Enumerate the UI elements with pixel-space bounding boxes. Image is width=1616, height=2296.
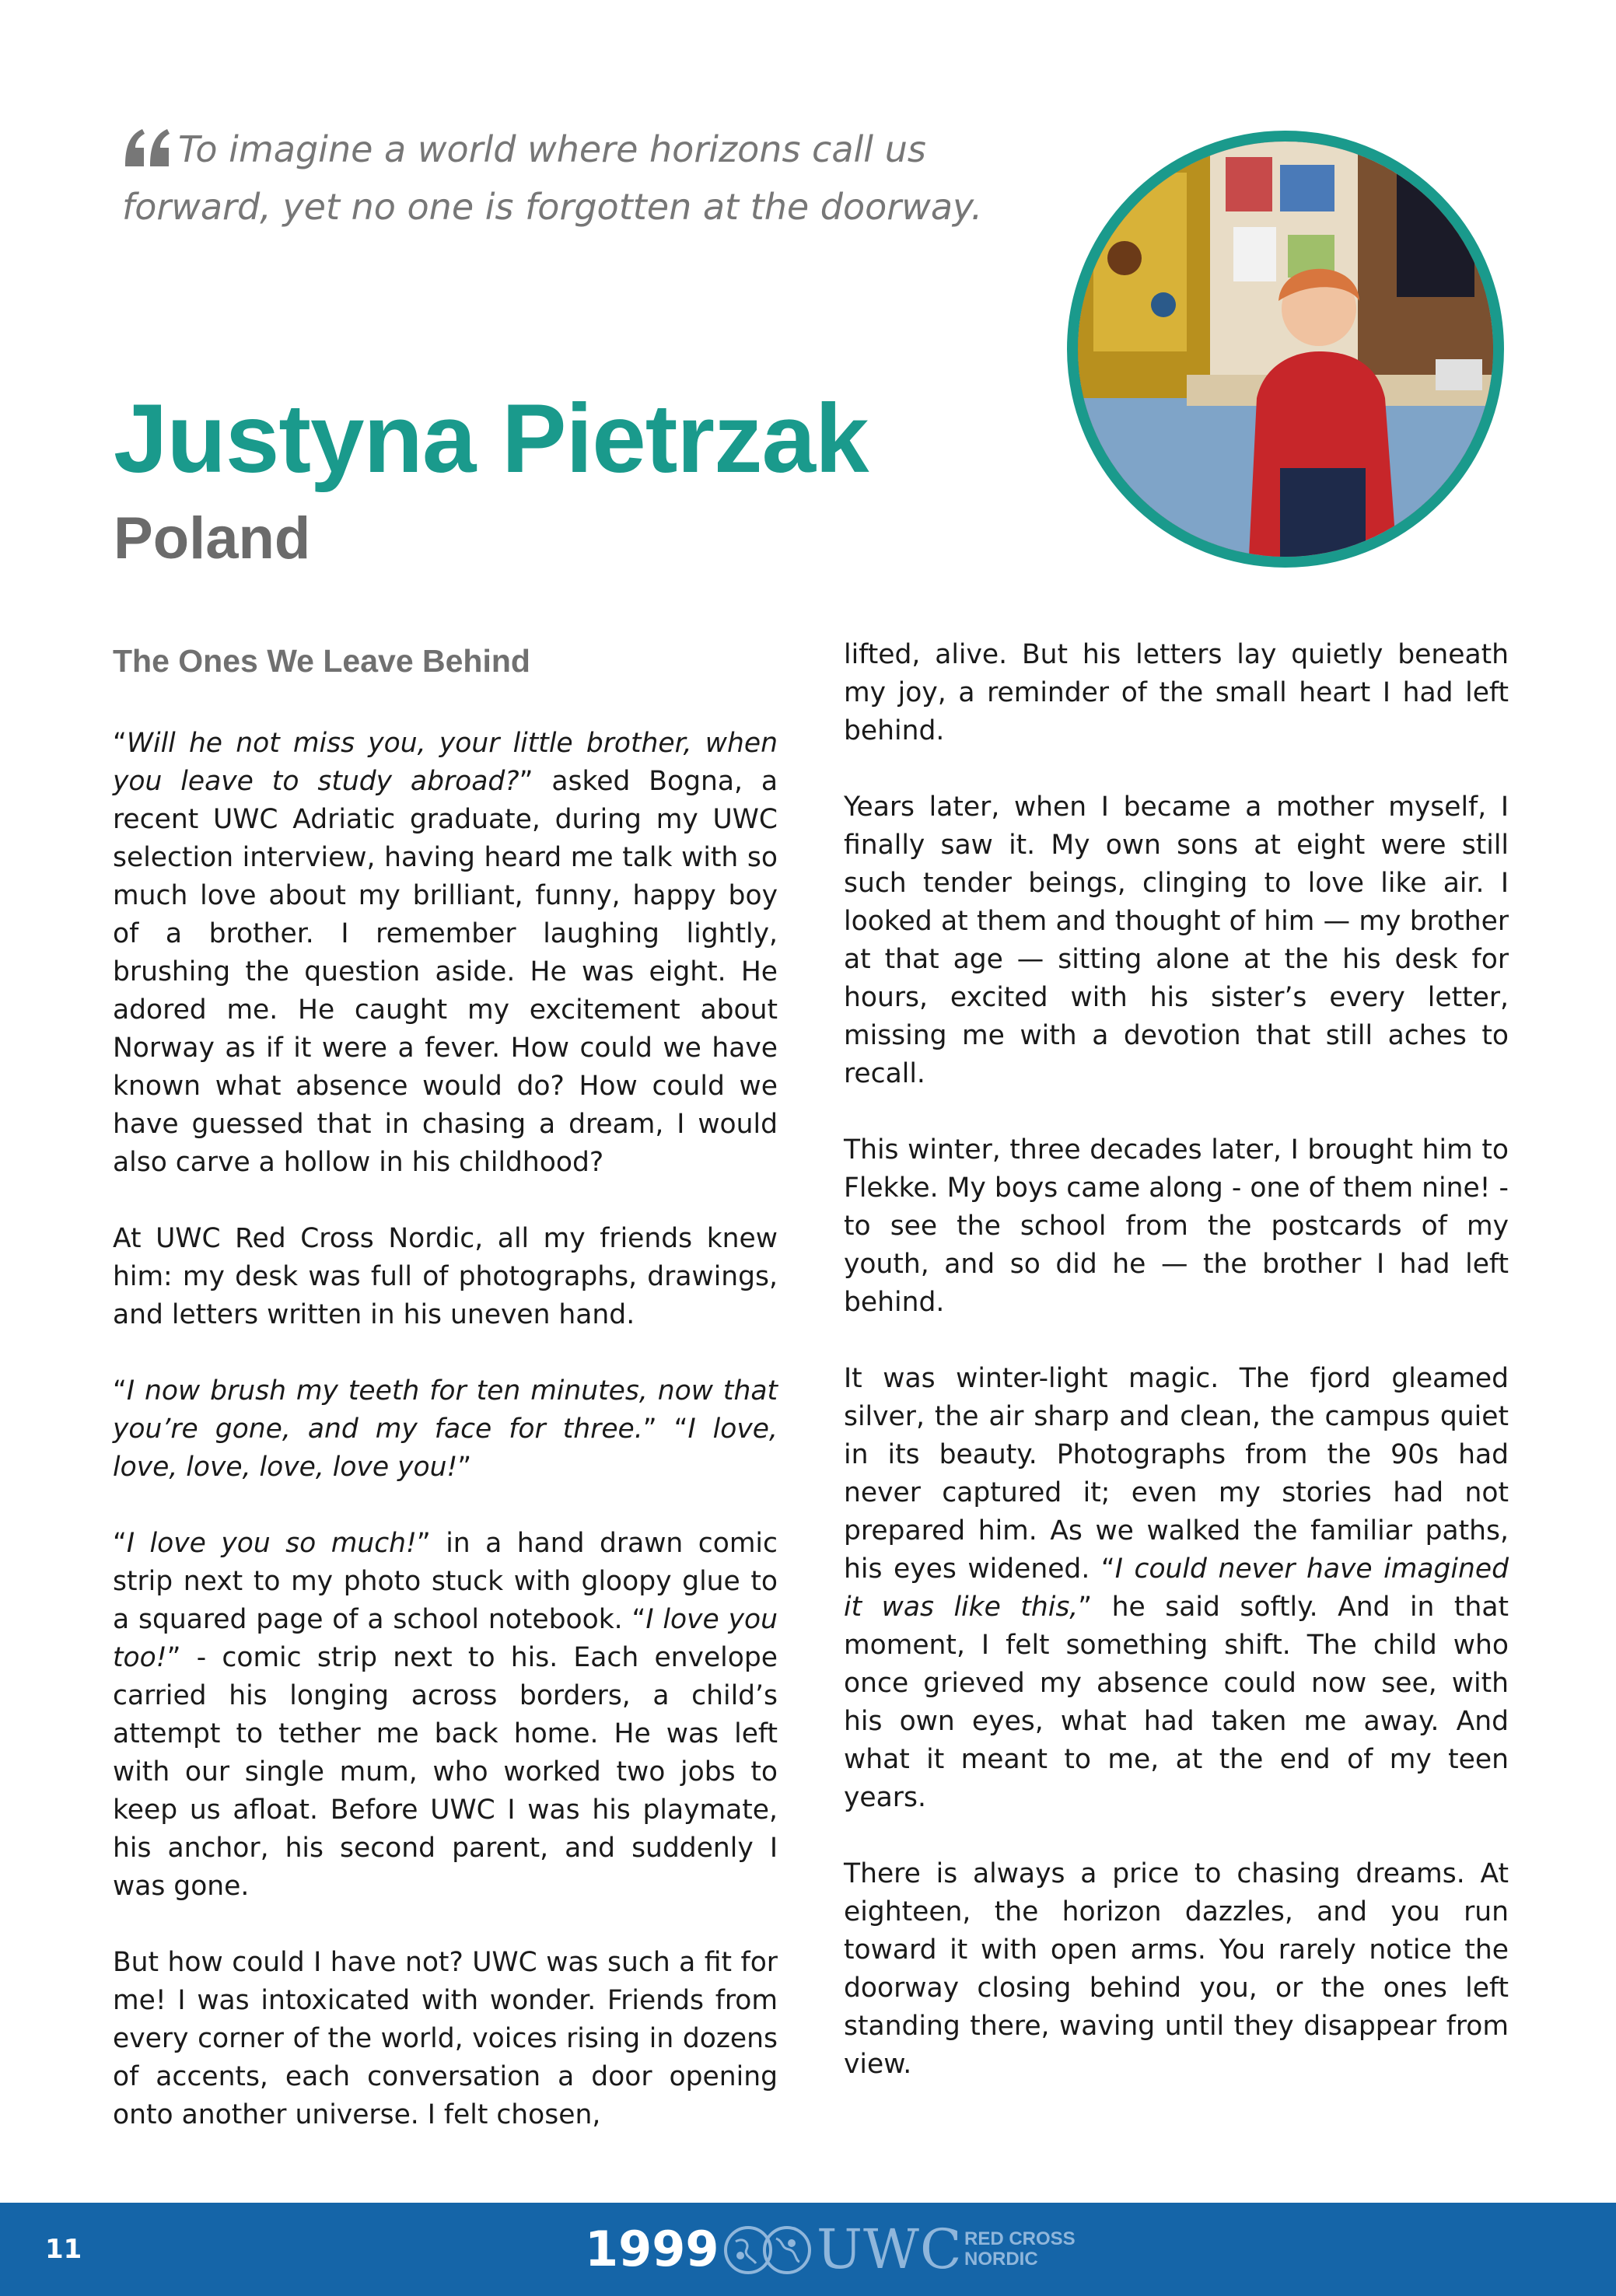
paragraph: “I now brush my teeth for ten minutes, now that you’re gone, and my face for three.” “I love, love, love, love, love you!”: [113, 1375, 778, 1483]
pull-quote: [122, 123, 1055, 233]
quote-mark-icon: [122, 128, 172, 180]
page-number: 11: [45, 2234, 82, 2265]
article-column-right: [844, 636, 1509, 2084]
portrait-photo: [1067, 131, 1504, 568]
page-footer: [0, 2203, 1616, 2296]
paragraph: It was winter-light magic. The fjord gleamed silver, the air sharp and clean, the campus quiet in its beauty. Photographs from the 90s had never captured it; even my stories had not prepared him. As we walked the familiar paths, his eyes widened. “I could never have imagined it was like this,” he said softly. And in that moment, I felt something shift. The child who once grieved my absence could now see, with his own eyes, what had taken me away. And what it meant to me, at the end of my teen years.: [844, 1363, 1509, 1813]
quote-text: To imagine a world where horizons call us forward, yet no one is forgotten at the doorway.: [122, 128, 983, 228]
footer-year: 1999: [585, 2221, 719, 2277]
person-name: Justyna Pietrzak: [114, 385, 869, 493]
globes-icon: [722, 2224, 813, 2279]
uwc-logo-subtitle: RED CROSS NORDIC: [964, 2228, 1076, 2270]
uwc-logo-text: UWC: [817, 2217, 963, 2281]
paragraph: This winter, three decades later, I brought him to Flekke. My boys came along - one of them nine! - to see the school from the postcards of my youth, and so did he — the brother I had left behind.: [844, 1134, 1509, 1318]
article-column-left: [113, 636, 778, 2134]
paragraph: But how could I have not? UWC was such a fit for me! I was intoxicated with wonder. Friends from every corner of the world, voices rising in dozens of accents, each conversation a door opening onto another universe. I felt chosen,: [113, 1947, 778, 2130]
paragraph: Years later, when I became a mother myself, I finally saw it. My own sons at eight were still such tender beings, clinging to love like air. I looked at them and thought of him — my brother at that age — sitting alone at the his desk for hours, excited with his sister’s every letter, missing me with a devotion that still aches to recall.: [844, 792, 1509, 1089]
article-heading: The Ones We Leave Behind: [113, 643, 530, 679]
paragraph: lifted, alive. But his letters lay quietly beneath my joy, a reminder of the small heart I had left behind.: [844, 639, 1509, 746]
paragraph: There is always a price to chasing dreams. At eighteen, the horizon dazzles, and you run toward it with open arms. You rarely notice the doorway closing behind you, or the ones left standing there, waving until they disappear from view.: [844, 1858, 1509, 2080]
person-country: Poland: [114, 505, 311, 571]
paragraph: “Will he not miss you, your little brother, when you leave to study abroad?” asked Bogna, a recent UWC Adriatic graduate, during my UWC selection interview, having heard me talk with so much love about my brilliant, funny, happy boy of a brother. I remember laughing lightly, brushing the question aside. He was eight. He adored me. He caught my excitement about Norway as if it were a fever. How could we have known what absence would do? How could we have guessed that in chasing a dream, I would also carve a hollow in his childhood?: [113, 728, 778, 1178]
paragraph: “I love you so much!” in a hand drawn comic strip next to my photo stuck with gloopy glue to a squared page of a school notebook. “I love you too!” - comic strip next to his. Each envelope carried his longing across borders, a child’s attempt to tether me back home. He was left with our single mum, who worked two jobs to keep us afloat. Before UWC I was his playmate, his anchor, his second parent, and suddenly I was gone.: [113, 1528, 778, 1902]
paragraph: At UWC Red Cross Nordic, all my friends knew him: my desk was full of photographs, drawings, and letters written in his uneven hand.: [113, 1223, 778, 1330]
